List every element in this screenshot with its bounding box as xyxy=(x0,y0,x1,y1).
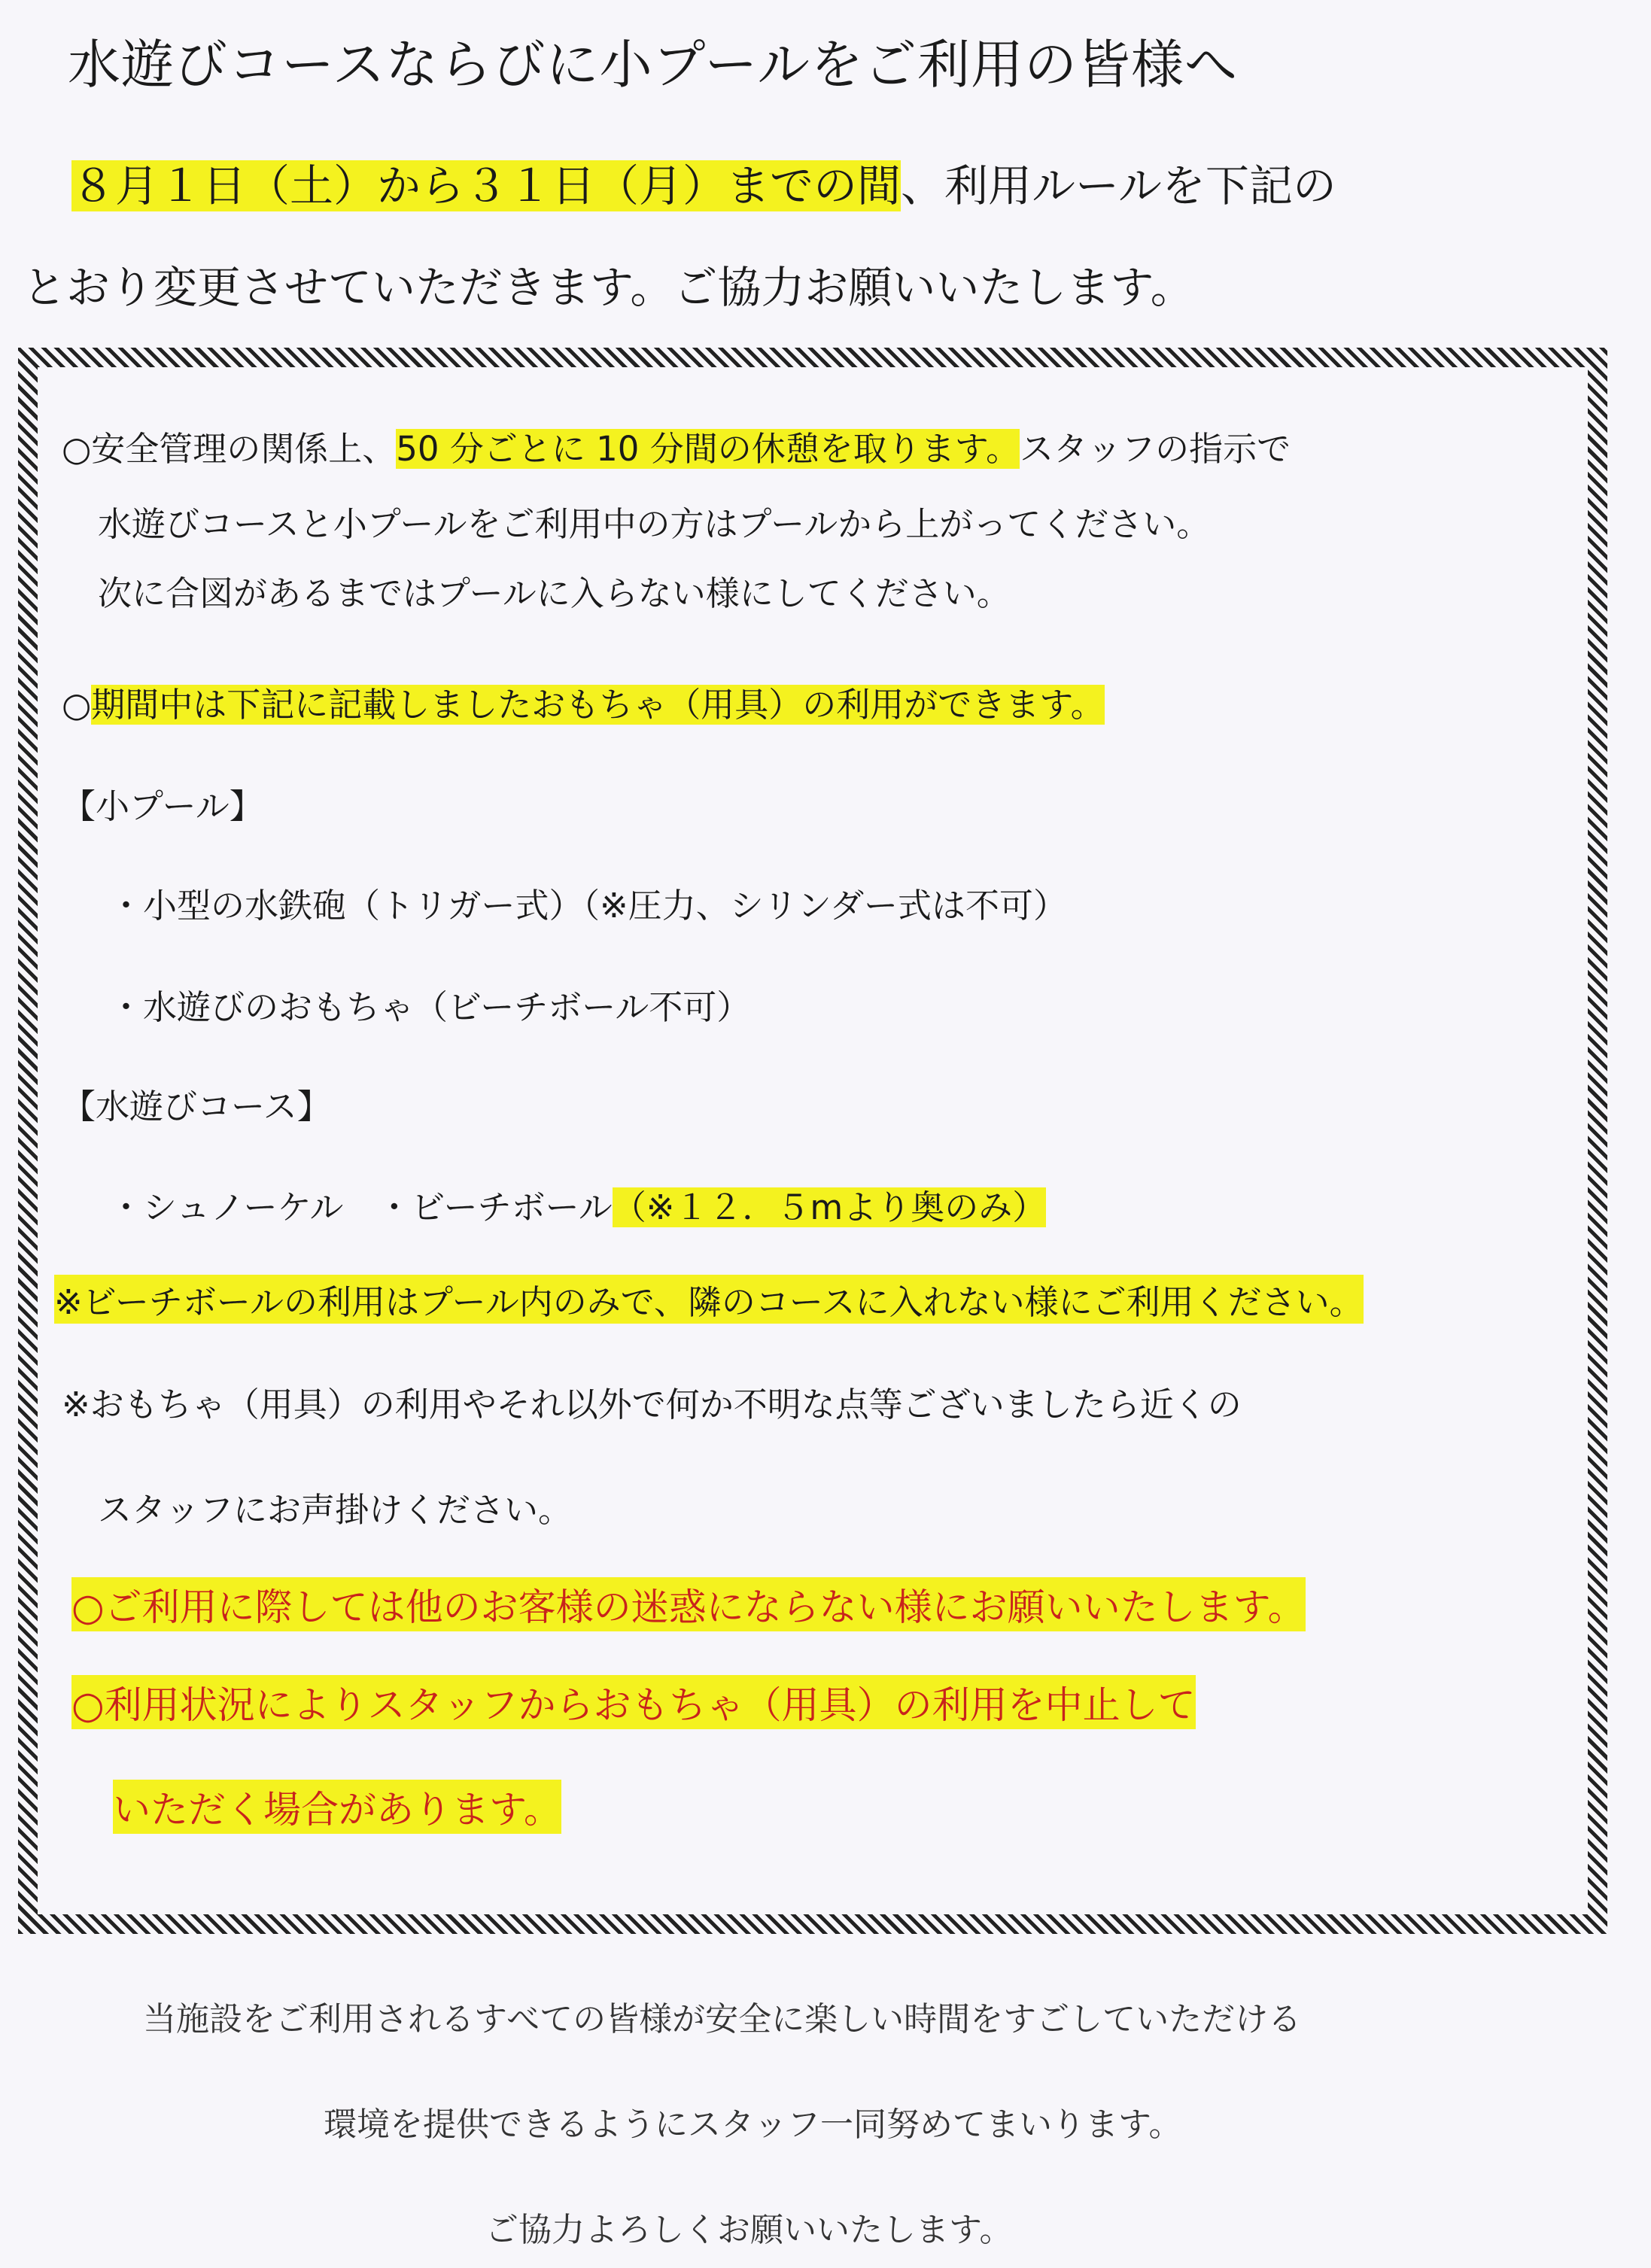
intro-line-2: とおり変更させていただきます。ご協力お願いいたします。 xyxy=(23,262,1194,313)
ask-staff-line-1: ※おもちゃ（用具）の利用やそれ以外で何か不明な点等ございましたら近くの xyxy=(62,1385,1242,1424)
rest-rule-highlight: 50 分ごとに 10 分間の休憩を取ります。 xyxy=(396,429,1020,469)
small-pool-heading: 【小プール】 xyxy=(62,786,263,826)
footer-line-1: 当施設をご利用されるすべての皆様が安全に楽しい時間をすごしていただける xyxy=(143,2000,1302,2038)
intro-line-1 xyxy=(71,150,1336,214)
water-course-heading: 【水遊びコース】 xyxy=(62,1087,331,1126)
intro-line-1-rest: 、利用ルールを下記の xyxy=(901,160,1336,211)
rest-rule-line-2: 水遊びコースと小プールをご利用中の方はプールから上がってください。 xyxy=(98,504,1211,544)
rest-rule-line-3: 次に合図があるまではプールに入らない様にしてください。 xyxy=(98,573,1011,613)
toys-rule-highlight: 期間中は下記に記載しましたおもちゃ（用具）の利用ができます。 xyxy=(91,685,1105,725)
rest-rule-line-1 xyxy=(62,421,1291,470)
rest-rule-suffix: スタッフの指示で xyxy=(1020,429,1291,469)
small-pool-item-water-gun: ・小型の水鉄砲（トリガー式）（※圧力、シリンダー式は不可） xyxy=(109,886,1067,926)
suspension-warning-line-2: いただく場合があります。 xyxy=(113,1780,561,1834)
water-course-items xyxy=(109,1180,1046,1229)
beachball-note: ※ビーチボールの利用はプール内のみで、隣のコースに入れない様にご利用ください。 xyxy=(54,1275,1364,1324)
notice-title: 水遊びコースならびに小プールをご利用の皆様へ xyxy=(68,34,1238,96)
water-course-items-text: ・シュノーケル ・ビーチボール xyxy=(109,1187,613,1227)
small-pool-item-water-toys: ・水遊びのおもちゃ（ビーチボール不可） xyxy=(109,987,751,1027)
water-course-highlight: （※１２．５mより奥のみ） xyxy=(612,1187,1047,1227)
footer-line-2: 環境を提供できるようにスタッフ一同努めてまいります。 xyxy=(324,2105,1182,2144)
suspension-warning-line-1: ○利用状況によりスタッフからおもちゃ（用具）の利用を中止して xyxy=(71,1675,1196,1729)
ask-staff-line-2: スタッフにお声掛けください。 xyxy=(98,1490,573,1530)
toys-rule xyxy=(62,677,1105,726)
toys-rule-prefix: ○ xyxy=(62,685,92,725)
footer-line-3: ご協力よろしくお願いいたします。 xyxy=(485,2211,1013,2249)
manners-warning: ○ご利用に際しては他のお客様の迷惑にならない様にお願いいたします。 xyxy=(71,1577,1306,1631)
rest-rule-prefix: ○安全管理の関係上、 xyxy=(62,429,397,469)
period-highlight: ８月１日（土）から３１日（月）までの間 xyxy=(71,160,902,211)
